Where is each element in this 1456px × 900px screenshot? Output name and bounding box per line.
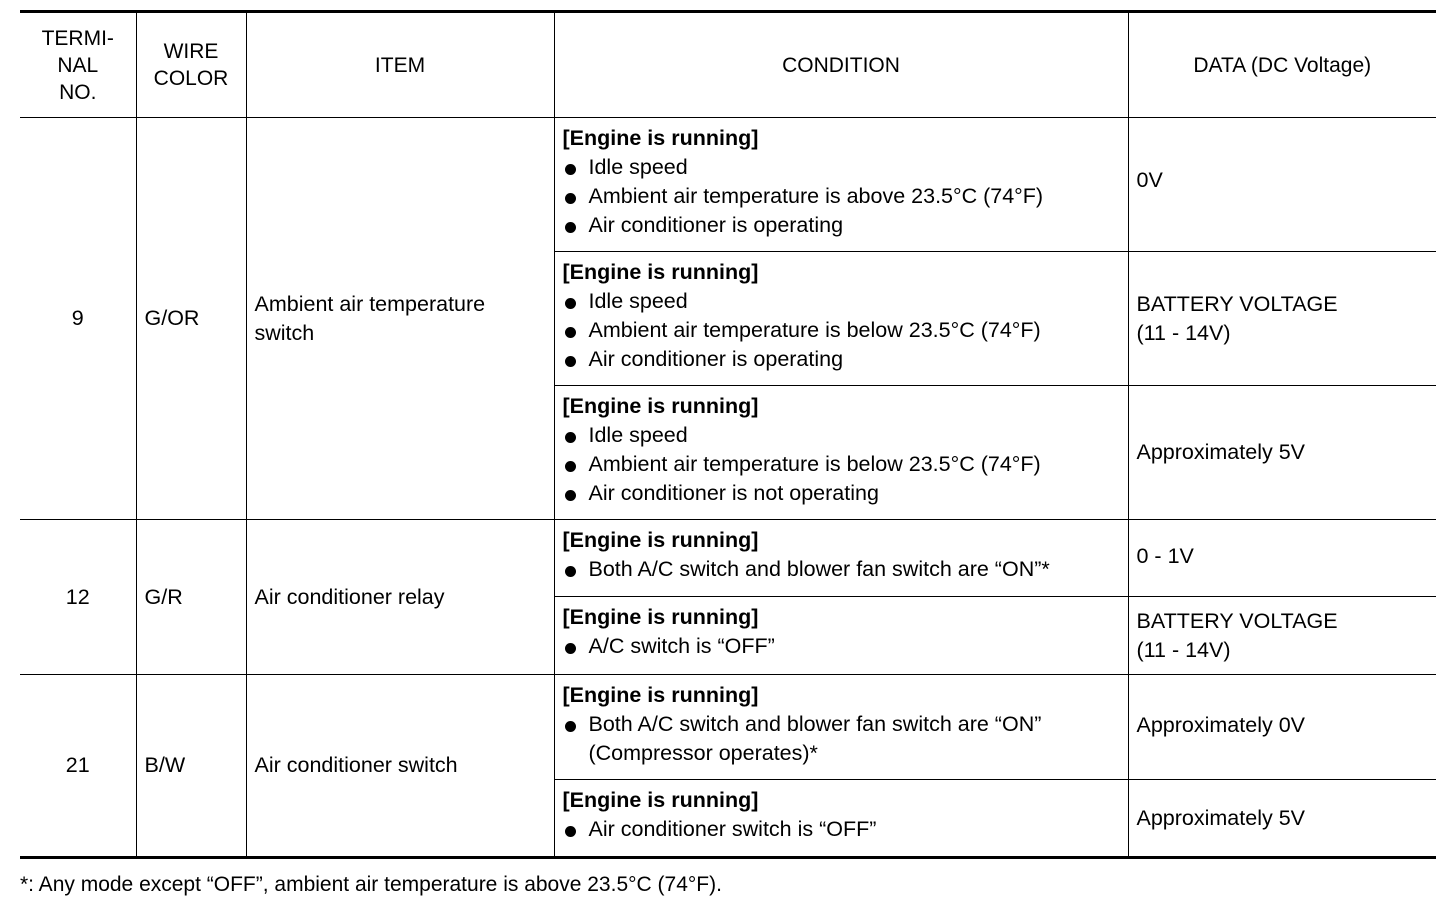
data-value: 0V — [1128, 118, 1436, 252]
terminal-number: 21 — [20, 675, 136, 858]
wire-color: B/W — [136, 675, 246, 858]
condition-bullet: Air conditioner is operating — [563, 345, 1122, 374]
wire-color: G/OR — [136, 118, 246, 520]
item-name: Air conditioner relay — [246, 520, 554, 675]
header-terminal-no: TERMI- NAL NO. — [20, 12, 136, 118]
condition-bullet: Idle speed — [563, 287, 1122, 316]
header-row — [20, 12, 1436, 118]
condition-bullet: Ambient air temperature is below 23.5°C (74°F) — [563, 316, 1122, 345]
condition-bullet: Ambient air temperature is above 23.5°C (74°F) — [563, 182, 1122, 211]
condition-bullet: Air conditioner is operating — [563, 211, 1122, 240]
data-value: Approximately 5V — [1128, 780, 1436, 858]
header-data: DATA (DC Voltage) — [1128, 12, 1436, 118]
terminal-number: 12 — [20, 520, 136, 675]
condition-bullet: Idle speed — [563, 421, 1122, 450]
item-name: Ambient air temperature switch — [246, 118, 554, 520]
terminal-data-table — [20, 10, 1436, 859]
condition-bullet: Air conditioner switch is “OFF” — [563, 815, 1122, 844]
table-row — [20, 675, 1436, 780]
item-name: Air conditioner switch — [246, 675, 554, 858]
terminal-table-container — [20, 10, 1436, 859]
header-condition: CONDITION — [554, 12, 1128, 118]
data-value: BATTERY VOLTAGE (11 - 14V) — [1128, 597, 1436, 675]
data-value: Approximately 0V — [1128, 675, 1436, 780]
condition-heading: [Engine is running] — [562, 683, 759, 707]
condition-bullet: Both A/C switch and blower fan switch are “ON”* — [563, 555, 1122, 584]
condition-heading: [Engine is running] — [562, 126, 759, 150]
condition-cell — [554, 780, 1128, 858]
condition-bullet: Both A/C switch and blower fan switch are “ON” (Compressor operates)* — [563, 710, 1122, 768]
condition-heading: [Engine is running] — [562, 605, 759, 629]
header-wire-color: WIRE COLOR — [136, 12, 246, 118]
condition-bullet: Ambient air temperature is below 23.5°C (74°F) — [563, 450, 1122, 479]
condition-cell — [554, 597, 1128, 675]
wire-color: G/R — [136, 520, 246, 675]
condition-heading: [Engine is running] — [562, 394, 759, 418]
condition-cell — [554, 386, 1128, 520]
condition-bullet: Idle speed — [563, 153, 1122, 182]
data-value: 0 - 1V — [1128, 520, 1436, 597]
table-row — [20, 520, 1436, 597]
terminal-number: 9 — [20, 118, 136, 520]
table-row — [20, 118, 1436, 252]
header-item: ITEM — [246, 12, 554, 118]
data-value: Approximately 5V — [1128, 386, 1436, 520]
condition-heading: [Engine is running] — [562, 260, 759, 284]
condition-heading: [Engine is running] — [562, 528, 759, 552]
condition-cell — [554, 118, 1128, 252]
condition-cell — [554, 675, 1128, 780]
condition-bullet: A/C switch is “OFF” — [563, 632, 1122, 661]
footnote: *: Any mode except “OFF”, ambient air temperature is above 23.5°C (74°F). — [20, 873, 722, 896]
condition-cell — [554, 520, 1128, 597]
condition-cell — [554, 252, 1128, 386]
condition-heading: [Engine is running] — [562, 788, 759, 812]
condition-bullet: Air conditioner is not operating — [563, 479, 1122, 508]
data-value: BATTERY VOLTAGE (11 - 14V) — [1128, 252, 1436, 386]
